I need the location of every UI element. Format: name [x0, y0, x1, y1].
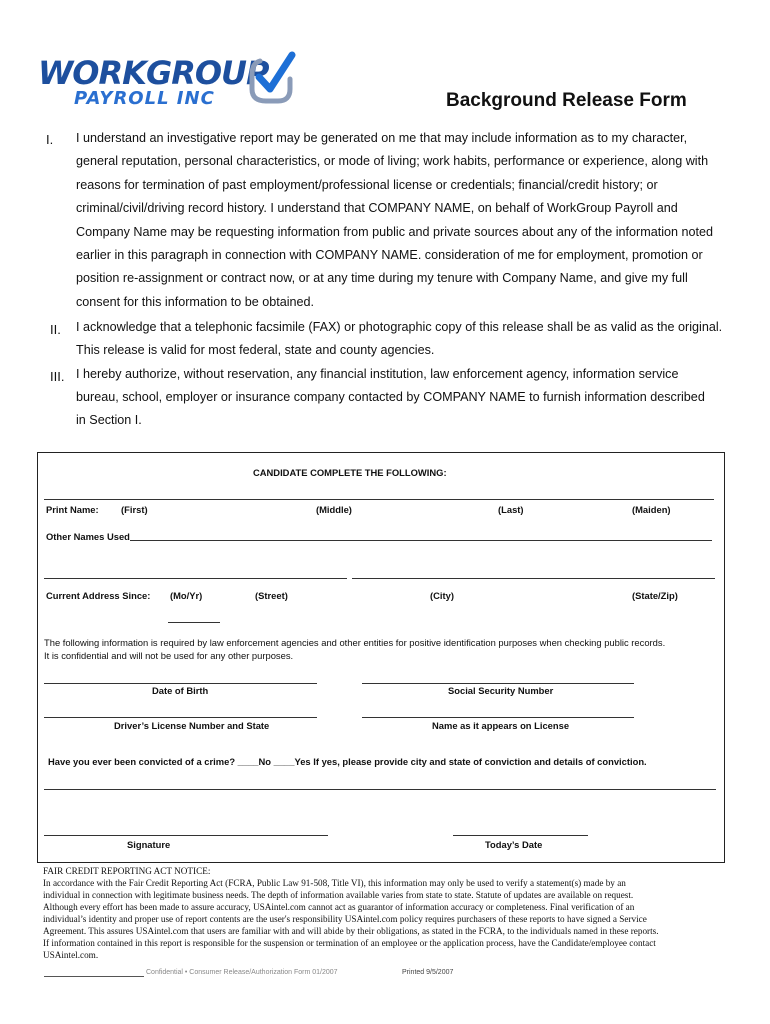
state-zip-label: (State/Zip): [632, 590, 678, 601]
address-line-right[interactable]: [352, 578, 715, 579]
text-line: I understand an investigative report may be generated on me that may include information as to my character,: [76, 131, 688, 145]
notice-line: Agreement. This assures USAintel.com that users are familiar with and will abide by their obligations, as stated in the FCRA, to the individuals named in these reports.: [43, 926, 659, 936]
fcra-notice: [43, 865, 727, 961]
address-line-left[interactable]: [44, 578, 347, 579]
middle-name-label: (Middle): [316, 504, 352, 515]
text-line: reasons for termination of past employment/professional license or credentials; financial/credit history; or: [76, 177, 658, 192]
license-name-line[interactable]: [362, 717, 634, 718]
last-name-label: (Last): [498, 504, 524, 515]
maiden-name-label: (Maiden): [632, 504, 671, 515]
crime-question: Have you ever been convicted of a crime? ____No ____Yes If yes, please provide city and state of conviction and details of conviction.: [48, 756, 647, 767]
signature-line[interactable]: [44, 835, 328, 836]
text-line: general reputation, personal characteristics, or mode of living; work habits, performance or experience, along with: [76, 154, 709, 169]
text-line: I hereby authorize, without reservation, any financial institution, law enforcement agency, information service: [76, 367, 679, 381]
section-number: II.: [50, 322, 61, 337]
dl-label: Driver’s License Number and State: [114, 720, 270, 731]
current-address-label: Current Address Since:: [46, 590, 151, 601]
first-name-label: (First): [121, 504, 148, 515]
notice-line: Although every effort has been made to assure accuracy, USAintel.com cannot act as guarantor of information accuracy or completeness. Final verification of an: [43, 902, 635, 912]
date-line[interactable]: [453, 835, 588, 836]
page-title: Background Release Form: [446, 90, 687, 111]
note-line: It is confidential and will not be used for any other purposes.: [44, 649, 294, 661]
dob-label: Date of Birth: [152, 685, 209, 696]
ssn-line[interactable]: [362, 683, 634, 684]
dl-line[interactable]: [44, 717, 317, 718]
section-number: III.: [50, 369, 65, 384]
footer-line: [44, 976, 144, 977]
dob-line[interactable]: [44, 683, 317, 684]
street-label: (Street): [255, 590, 288, 601]
identification-note: [44, 637, 720, 662]
conviction-details-line[interactable]: [44, 789, 716, 790]
other-names-line[interactable]: [130, 540, 712, 541]
other-names-label: Other Names Used: [46, 531, 130, 542]
company-logo: [38, 55, 298, 115]
text-line: This release is valid for most federal, state and county agencies.: [76, 343, 435, 357]
mo-yr-label: (Mo/Yr): [170, 590, 203, 601]
note-line: The following information is required by law enforcement agencies and other entities for positive identification purposes when checking public records.: [44, 637, 666, 648]
logo-name-bottom: PAYROLL INC: [74, 88, 215, 109]
text-line: consent for this information to be obtained.: [76, 294, 315, 309]
signature-label: Signature: [127, 839, 171, 850]
footer-printed-date: Printed 9/5/2007: [402, 969, 454, 976]
text-line: criminal/civil/driving record history. I understand that COMPANY NAME, on behalf of WorkGroup Payroll and: [76, 201, 678, 216]
check-mark-icon: [246, 51, 298, 107]
text-line: earlier in this paragraph in connection with COMPANY NAME. consideration of me for employment, promotion or: [76, 248, 703, 263]
since-date-line[interactable]: [168, 622, 220, 623]
notice-line: In accordance with the Fair Credit Reporting Act (FCRA, Public Law 91-508, Title VI), this information may only be used to verify a statement(s) made by an: [43, 878, 626, 888]
text-line: in Section I.: [76, 413, 142, 427]
text-line: position re-assignment or contract now, or at any time during my tenure with Company Name, and give my full: [76, 271, 688, 286]
notice-line: individual’s identity and proper use of report contents are the user's responsibility USAintel.com policy requires purchasers of these reports to have signed a Service: [43, 914, 647, 924]
section-number: I.: [46, 132, 54, 147]
city-label: (City): [430, 590, 454, 601]
section-2-text: [76, 316, 756, 362]
notice-line: USAintel.com.: [43, 950, 99, 960]
notice-line: individual in connection with legitimate business needs. The depth of information available varies from state to state. Statute of updates are available on request.: [43, 890, 634, 900]
notice-line: If information contained in this report is responsible for the suspension or termination of an employee or the application process, have the Candidate/employee contact: [43, 938, 656, 948]
text-line: I acknowledge that a telephonic facsimile (FAX) or photographic copy of this release shall be as valid as the original.: [76, 320, 723, 334]
text-line: Company Name may be requesting information from public and private sources about any of the information noted: [76, 224, 714, 239]
text-line: bureau, school, employer or insurance company contacted by COMPANY NAME to furnish information described: [76, 390, 705, 404]
footer-confidential: Confidential • Consumer Release/Authorization Form 01/2007: [146, 969, 338, 976]
print-name-label: Print Name:: [46, 504, 99, 515]
todays-date-label: Today’s Date: [485, 839, 543, 850]
section-1-text: [76, 127, 756, 314]
print-name-line[interactable]: [44, 499, 714, 500]
license-name-label: Name as it appears on License: [432, 720, 570, 731]
logo-name-top: WORKGROUP: [38, 54, 269, 92]
ssn-label: Social Security Number: [448, 685, 554, 696]
notice-title: FAIR CREDIT REPORTING ACT NOTICE:: [43, 866, 211, 876]
section-3-text: [76, 363, 756, 432]
form-heading: CANDIDATE COMPLETE THE FOLLOWING:: [253, 467, 447, 478]
